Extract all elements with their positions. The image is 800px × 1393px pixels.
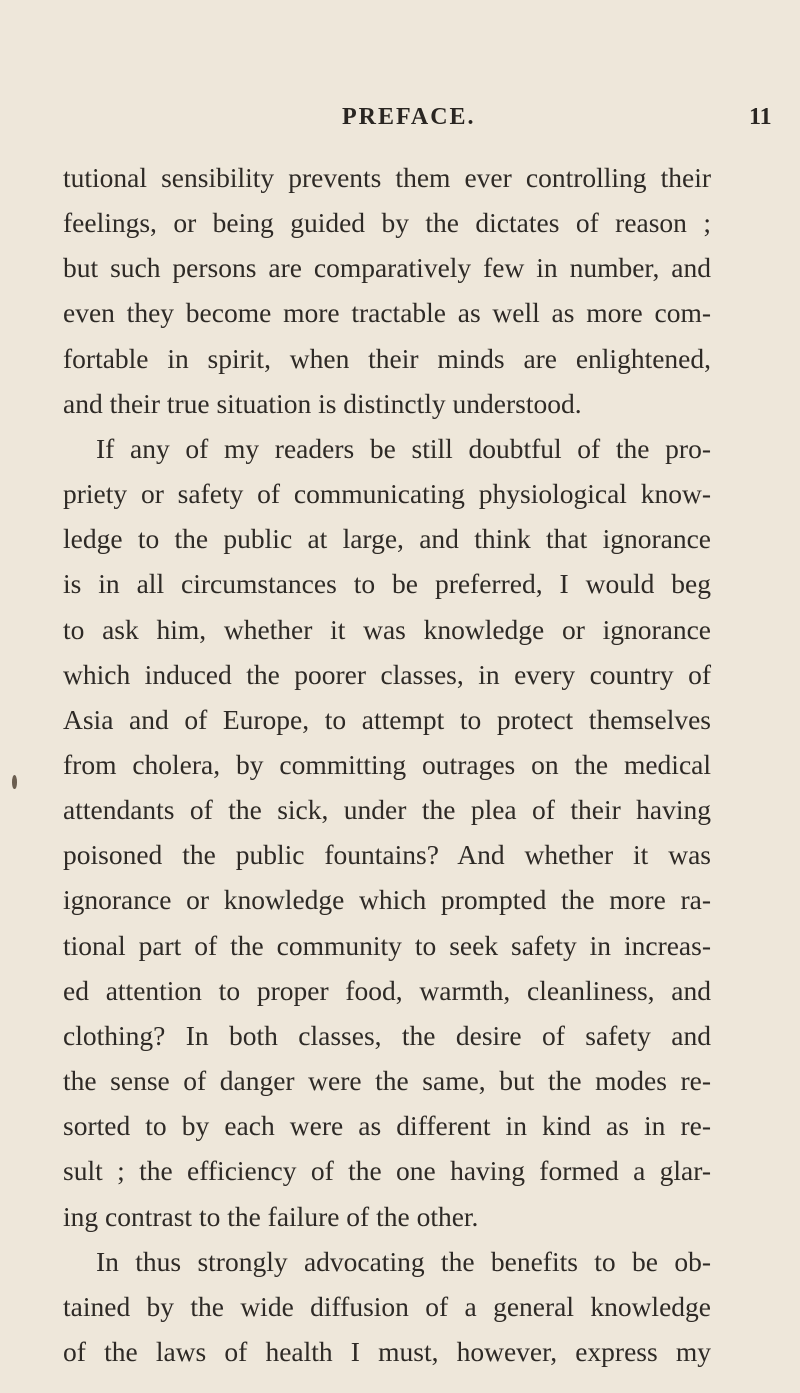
text-line: ignorance or knowledge which prompted the more ra-: [63, 884, 711, 915]
running-title: PREFACE.: [342, 104, 476, 130]
text-line: tional part of the community to seek safety in increas-: [63, 930, 711, 961]
text-line: tutional sensibility prevents them ever controlling their: [63, 162, 711, 193]
text-line: feelings, or being guided by the dictates of reason ;: [63, 207, 711, 238]
text-line: attendants of the sick, under the plea of their having: [63, 794, 711, 825]
text-line: sult ; the efficiency of the one having formed a glar-: [63, 1155, 711, 1186]
text-line: tained by the wide diffusion of a general knowledge: [63, 1291, 711, 1322]
text-line: Asia and of Europe, to attempt to protect themselves: [63, 704, 711, 735]
text-line: poisoned the public fountains? And whether it was: [63, 839, 711, 870]
text-line: of the laws of health I must, however, express my: [63, 1336, 711, 1367]
text-line: but such persons are comparatively few in number, and: [63, 252, 711, 283]
text-line: and their true situation is distinctly understood.: [63, 388, 582, 419]
text-line: ed attention to proper food, warmth, cleanliness, and: [63, 975, 711, 1006]
text-line: In thus strongly advocating the benefits to be ob-: [96, 1246, 711, 1277]
text-line: is in all circumstances to be preferred, I would beg: [63, 568, 711, 599]
text-line: If any of my readers be still doubtful of the pro-: [96, 433, 711, 464]
text-line: priety or safety of communicating physiological know-: [63, 478, 711, 509]
text-line: ing contrast to the failure of the other.: [63, 1201, 479, 1232]
text-line: clothing? In both classes, the desire of safety and: [63, 1020, 711, 1051]
page-number: 11: [749, 104, 772, 130]
text-line: the sense of danger were the same, but the modes re-: [63, 1065, 711, 1096]
text-line: to ask him, whether it was knowledge or ignorance: [63, 614, 711, 645]
text-line: even they become more tractable as well as more com-: [63, 297, 711, 328]
text-line: sorted to by each were as different in kind as in re-: [63, 1110, 711, 1141]
text-line: from cholera, by committing outrages on the medical: [63, 749, 711, 780]
text-line: which induced the poorer classes, in every country of: [63, 659, 711, 690]
text-line: ledge to the public at large, and think that ignorance: [63, 523, 711, 554]
text-line: fortable in spirit, when their minds are enlightened,: [63, 343, 711, 374]
